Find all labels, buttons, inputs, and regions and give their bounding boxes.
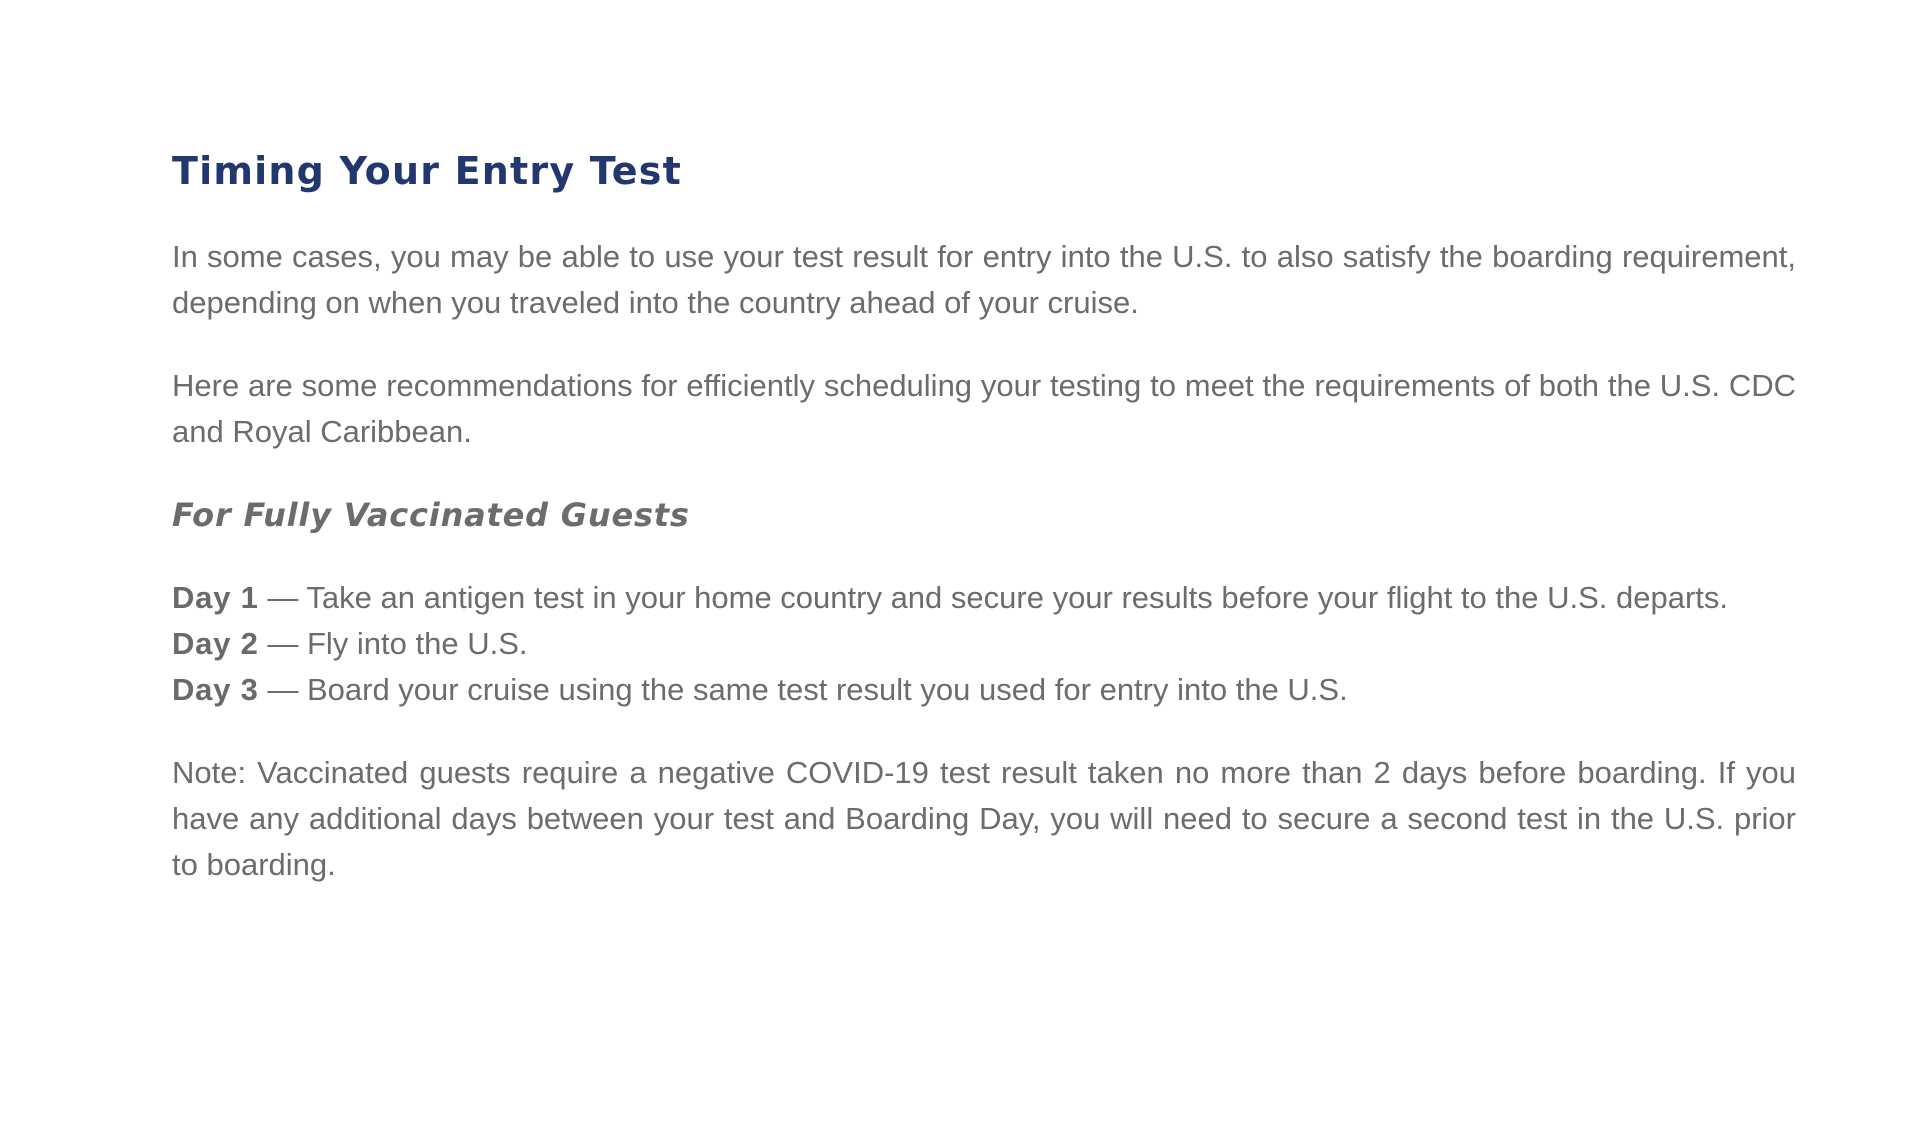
day-2-text: — Fly into the U.S. bbox=[258, 625, 528, 661]
day-2-item bbox=[172, 621, 1796, 667]
day-3-label: Day 3 bbox=[172, 671, 259, 707]
entry-test-section bbox=[172, 150, 1796, 925]
day-1-text: — Take an antigen test in your home country and secure your results before your flight to the U.S. departs. bbox=[258, 579, 1729, 615]
section-title: Timing Your Entry Test bbox=[172, 149, 682, 193]
vaccination-note: Note: Vaccinated guests require a negative COVID-19 test result taken no more than 2 days before boarding. If you have any additional days between your test and Boarding Day, you will need to secure a second test in the U.S. prior to boarding. bbox=[172, 754, 1796, 882]
day-2-label: Day 2 bbox=[172, 625, 259, 661]
day-3-item bbox=[172, 667, 1796, 713]
day-schedule-list bbox=[172, 575, 1796, 713]
intro-paragraph-1: In some cases, you may be able to use your test result for entry into the U.S. to also satisfy the boarding requirement, depending on when you traveled into the country ahead of your cruise. bbox=[172, 238, 1796, 320]
vaccinated-guests-subheading: For Fully Vaccinated Guests bbox=[172, 495, 690, 534]
day-1-item bbox=[172, 575, 1796, 621]
day-3-text: — Board your cruise using the same test result you used for entry into the U.S. bbox=[258, 671, 1348, 707]
day-1-label: Day 1 bbox=[172, 579, 259, 615]
intro-paragraph-2: Here are some recommendations for efficiently scheduling your testing to meet the requirements of both the U.S. CDC and Royal Caribbean. bbox=[172, 367, 1796, 449]
